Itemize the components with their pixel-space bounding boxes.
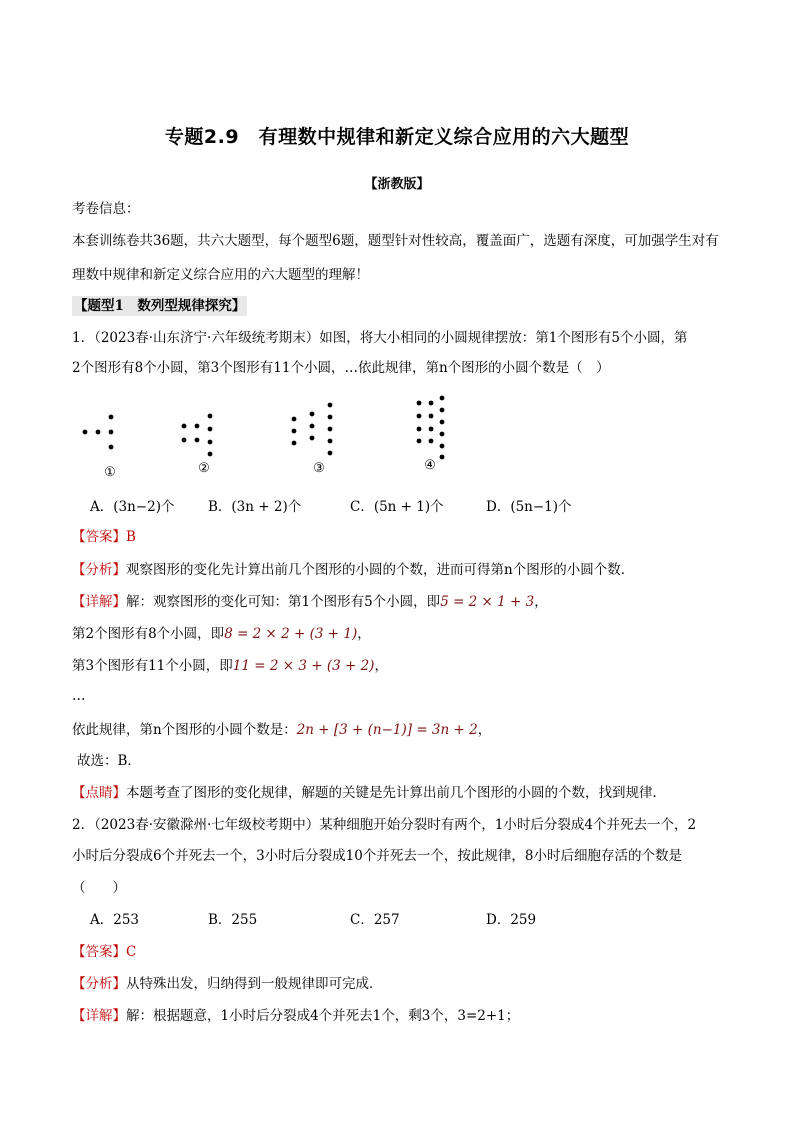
q2-answer: [72, 942, 136, 962]
q1-comment: [72, 783, 666, 803]
q1-choose: 故选：B．: [77, 753, 141, 769]
edition-label: 【浙教版】: [364, 177, 430, 192]
answer-tag: 【答案】: [72, 944, 126, 960]
info-line-1: 本套训练卷共36题，共六大题型，每个题型6题，题型针对性较高，覆盖面广，选题有深度，可加强学生对有: [72, 233, 719, 249]
q2-option-a: A．253: [90, 912, 140, 928]
q1-detail-line-5: [72, 720, 491, 740]
q1-detail-ellipsis: …: [72, 688, 86, 704]
pattern-dot: [292, 441, 297, 446]
pattern-dot: [292, 429, 297, 434]
pattern-dot: [310, 436, 315, 441]
pattern-dot: [109, 415, 114, 420]
pattern-dot: [440, 408, 445, 413]
detail-text: 解：根据题意，1小时后分裂成4个并死去1个，剩3个，3=2+1；: [126, 1008, 520, 1024]
figure-label-2: ②: [198, 461, 210, 476]
q2-options: [90, 910, 536, 930]
q2-analysis: [72, 974, 383, 994]
pattern-dot: [328, 439, 333, 444]
pattern-dot: [328, 403, 333, 408]
analysis-tag: 【分析】: [72, 976, 126, 992]
q2-line-1: 2．（2023春·安徽滁州·七年级校考期中）某种细胞开始分裂时有两个，1小时后分裂成4个并死去一个，2: [72, 817, 697, 833]
info-label: 考卷信息：: [72, 201, 140, 217]
pattern-dot: [182, 438, 187, 443]
pattern-dot: [440, 396, 445, 401]
q1-detail-line-1: [72, 592, 548, 612]
detail-text: 第3个图形有11个小圆，即: [72, 658, 233, 674]
pattern-dot: [328, 451, 333, 456]
detail-text: 依此规律，第n个图形的小圆个数是：: [72, 722, 297, 738]
page-title: 专题2.9 有理数中规律和新定义综合应用的六大题型: [164, 126, 630, 148]
pattern-dot: [208, 452, 213, 457]
answer-value: B: [126, 529, 136, 545]
pattern-dot: [417, 401, 422, 406]
pattern-dot: [83, 430, 88, 435]
pattern-dot: [195, 438, 200, 443]
pattern-dot: [417, 414, 422, 419]
q1-answer: [72, 527, 136, 547]
pattern-dot: [109, 430, 114, 435]
math-expression: 8 = 2 × 2 + (3 + 1): [224, 626, 358, 642]
detail-text: 第2个图形有8个小圆，即: [72, 626, 225, 642]
q1-dot-pattern-figure: [72, 392, 492, 482]
detail-tag: 【详解】: [72, 594, 126, 610]
answer-value: C: [126, 944, 137, 960]
comment-text: 本题考查了图形的变化规律，解题的关键是先计算出前几个图形的小圆的个数，找到规律．: [126, 785, 666, 801]
pattern-dot: [195, 424, 200, 429]
pattern-dot: [109, 445, 114, 450]
pattern-dot: [429, 439, 434, 444]
pattern-dot: [292, 417, 297, 422]
q1-line-1: 1．（2023春·山东济宁·六年级统考期末）如图，将大小相同的小圆规律摆放：第1个图形有5个小圆，第: [72, 330, 688, 346]
punctuation: ，: [534, 594, 548, 610]
pattern-dot: [182, 424, 187, 429]
pattern-dot: [328, 427, 333, 432]
pattern-dot: [440, 420, 445, 425]
pattern-dot: [417, 439, 422, 444]
comment-tag: 【点睛】: [72, 785, 126, 801]
q2-option-c: C．257: [350, 912, 400, 928]
figure-label-3: ③: [313, 461, 325, 476]
q2-line-2: 小时后分裂成6个并死去一个，3小时后分裂成10个并死去一个，按此规律，8小时后细胞存活的个数是: [72, 848, 682, 864]
pattern-dot: [310, 424, 315, 429]
section-heading-1: 【题型1 数列型规律探究】: [74, 298, 246, 314]
pattern-dot: [440, 444, 445, 449]
q1-option-a: A．(3n−2)个: [90, 499, 175, 515]
q1-analysis: [72, 560, 634, 580]
figure-label-4: ④: [424, 458, 436, 473]
pattern-dot: [429, 414, 434, 419]
detail-text: 解：观察图形的变化可知：第1个图形有5个小圆，即: [126, 594, 441, 610]
math-expression: 11 = 2 × 3 + (3 + 2): [232, 658, 375, 674]
q2-option-d: D．259: [486, 912, 537, 928]
pattern-dot: [429, 427, 434, 432]
pattern-dot: [208, 440, 213, 445]
q1-option-b: B．(3n + 2)个: [208, 499, 302, 515]
pattern-dot: [328, 415, 333, 420]
math-expression: 2n + [3 + (n−1)] = 3n + 2: [296, 722, 478, 738]
q1-option-c: C．(5n + 1)个: [350, 499, 444, 515]
q1-options: [90, 497, 572, 517]
q2-line-3: （ ）: [72, 880, 126, 896]
q1-line-2: 2个图形有8个小圆，第3个图形有11个小圆，…依此规律，第n个图形的小圆个数是（ ）: [72, 360, 610, 376]
pattern-dot: [417, 427, 422, 432]
q2-detail: [72, 1006, 519, 1026]
pattern-dot: [440, 455, 445, 460]
pattern-dot: [429, 401, 434, 406]
info-line-2: 理数中规律和新定义综合应用的六大题型的理解！: [72, 267, 369, 283]
punctuation: ，: [477, 722, 492, 738]
q1-option-d: D．(5n−1)个: [486, 499, 572, 515]
pattern-dot: [440, 432, 445, 437]
q1-detail-line-2: [72, 624, 371, 644]
figure-label-1: ①: [104, 465, 116, 480]
analysis-text: 观察图形的变化先计算出前几个图形的小圆的个数，进而可得第n个图形的小圆个数．: [126, 562, 635, 578]
q2-option-b: B．255: [208, 912, 258, 928]
analysis-tag: 【分析】: [72, 562, 126, 578]
answer-tag: 【答案】: [72, 529, 126, 545]
pattern-dot: [208, 414, 213, 419]
pattern-dot: [310, 412, 315, 417]
punctuation: ，: [357, 626, 371, 642]
pattern-dot: [208, 427, 213, 432]
math-expression: 5 = 2 × 1 + 3: [440, 594, 535, 610]
detail-tag: 【详解】: [72, 1008, 126, 1024]
analysis-text: 从特殊出发，归纳得到一般规律即可完成．: [126, 976, 383, 992]
punctuation: ，: [374, 658, 388, 674]
pattern-dot: [96, 430, 101, 435]
q1-detail-line-3: [72, 656, 388, 676]
